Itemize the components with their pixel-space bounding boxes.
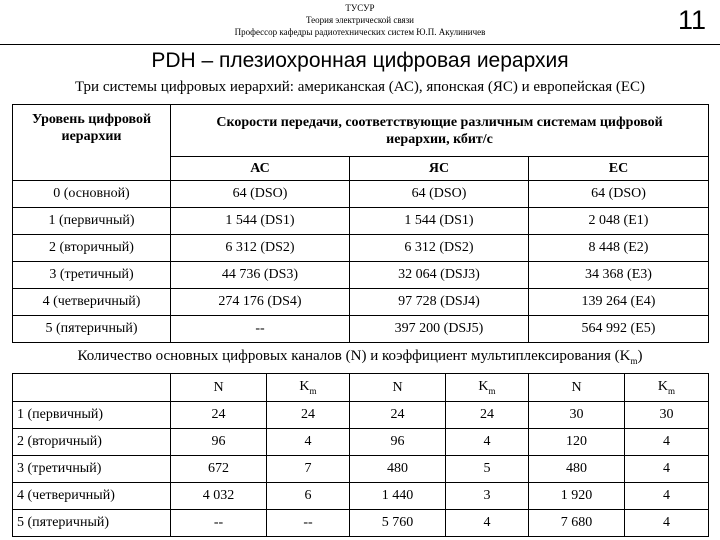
rates-table-body [13,181,709,343]
rates-cell-ys: 6 312 (DS2) [350,235,529,262]
rates-cell-level: 2 (вторичный) [13,235,171,262]
channels-cell-km: 24 [446,402,529,429]
rates-row [13,181,709,208]
channels-cell-n: -- [171,510,267,537]
channels-cell-level: 1 (первичный) [13,402,171,429]
channels-cell-n: 24 [171,402,267,429]
header-text [150,2,570,38]
rates-cell-es: 64 (DSO) [529,181,709,208]
channels-table-body [13,402,709,537]
channels-cell-km: 4 [625,456,709,483]
rates-header-level: Уровень цифровой иерархии [13,105,171,181]
page-number: 11 [677,5,706,35]
channels-cell-n: 4 032 [171,483,267,510]
channels-cell-n: 120 [529,429,625,456]
channels-cell-km: 7 [267,456,350,483]
channels-row [13,456,709,483]
header-university: ТУСУР [345,3,375,13]
channels-cell-km: 4 [625,429,709,456]
channels-cell-km: 4 [267,429,350,456]
channels-cell-km: 24 [267,402,350,429]
channels-cell-n: 30 [529,402,625,429]
rates-cell-level: 1 (первичный) [13,208,171,235]
channels-cell-n: 672 [171,456,267,483]
rates-header-system: АС [171,157,350,181]
channels-header-n: N [350,374,446,402]
channels-cell-km: -- [267,510,350,537]
rates-cell-as: 6 312 (DS2) [171,235,350,262]
header-author: Профессор кафедры радиотехнических систем Ю.П. Акулиничев [234,27,486,37]
channels-header-km: $K_m$ [446,374,529,402]
channels-cell-n: 24 [350,402,446,429]
channels-cell-km: 4 [625,483,709,510]
channels-row [13,429,709,456]
channels-cell-n: 7 680 [529,510,625,537]
table2-caption [0,346,720,371]
rates-cell-es: 8 448 (E2) [529,235,709,262]
table2-caption-sub: m [630,356,638,366]
channels-header-empty [13,374,171,402]
channels-cell-km: 4 [446,429,529,456]
rates-row [13,235,709,262]
rates-header-system: ЕС [529,157,709,181]
channels-cell-n: 96 [350,429,446,456]
channels-cell-km: 5 [446,456,529,483]
channels-cell-km: 4 [446,510,529,537]
channels-cell-n: 5 760 [350,510,446,537]
channels-cell-n: 480 [350,456,446,483]
channels-table [12,373,709,537]
channels-header-n: N [529,374,625,402]
rates-cell-es: 564 992 (E5) [529,316,709,343]
rates-cell-es: 2 048 (E1) [529,208,709,235]
channels-header-n: N [171,374,267,402]
rates-cell-es: 139 264 (E4) [529,289,709,316]
intro-text: Три системы цифровых иерархий: американская (АС), японская (ЯС) и европейская (ЕС) [74,79,646,95]
rates-cell-ys: 1 544 (DS1) [350,208,529,235]
rates-row [13,262,709,289]
channels-cell-level: 2 (вторичный) [13,429,171,456]
rates-cell-level: 5 (пятеричный) [13,316,171,343]
rates-cell-as: -- [171,316,350,343]
header-course: Теория электрической связи [305,15,414,25]
channels-cell-n: 96 [171,429,267,456]
table2-caption-text: Количество основных цифровых каналов (N) и коэффициент мультиплексирования (K [77,348,631,364]
rates-cell-as: 1 544 (DS1) [171,208,350,235]
rates-cell-as: 274 176 (DS4) [171,289,350,316]
channels-cell-n: 1 440 [350,483,446,510]
rates-cell-level: 4 (четверичный) [13,289,171,316]
rates-cell-es: 34 368 (E3) [529,262,709,289]
channels-cell-km: 4 [625,510,709,537]
channels-row [13,510,709,537]
channels-row [13,483,709,510]
rates-cell-level: 3 (третичный) [13,262,171,289]
rates-cell-level: 0 (основной) [13,181,171,208]
channels-cell-n: 1 920 [529,483,625,510]
channels-cell-km: 3 [446,483,529,510]
rates-header-speeds: Скорости передачи, соответствующие различным системам цифровой иерархии, кбит/с [171,105,709,157]
rates-cell-ys: 397 200 (DSJ5) [350,316,529,343]
channels-cell-level: 4 (четверичный) [13,483,171,510]
rates-cell-ys: 32 064 (DSJ3) [350,262,529,289]
rates-cell-as: 64 (DSO) [171,181,350,208]
slide-header [0,0,720,45]
rates-cell-ys: 97 728 (DSJ4) [350,289,529,316]
channels-cell-km: 30 [625,402,709,429]
table2-caption-close: ) [637,348,643,364]
slide-title: PDH – плезиохронная цифровая иерархия [151,49,569,72]
channels-row [13,402,709,429]
rates-header-system: ЯС [350,157,529,181]
channels-cell-km: 6 [267,483,350,510]
channels-cell-level: 5 (пятеричный) [13,510,171,537]
rates-cell-as: 44 736 (DS3) [171,262,350,289]
rates-row [13,316,709,343]
channels-header-km: $K_m$ [625,374,709,402]
channels-cell-level: 3 (третичный) [13,456,171,483]
rates-row [13,289,709,316]
rates-row [13,208,709,235]
channels-cell-n: 480 [529,456,625,483]
rates-cell-ys: 64 (DSO) [350,181,529,208]
rates-table [12,104,709,343]
channels-header-km: $K_m$ [267,374,350,402]
